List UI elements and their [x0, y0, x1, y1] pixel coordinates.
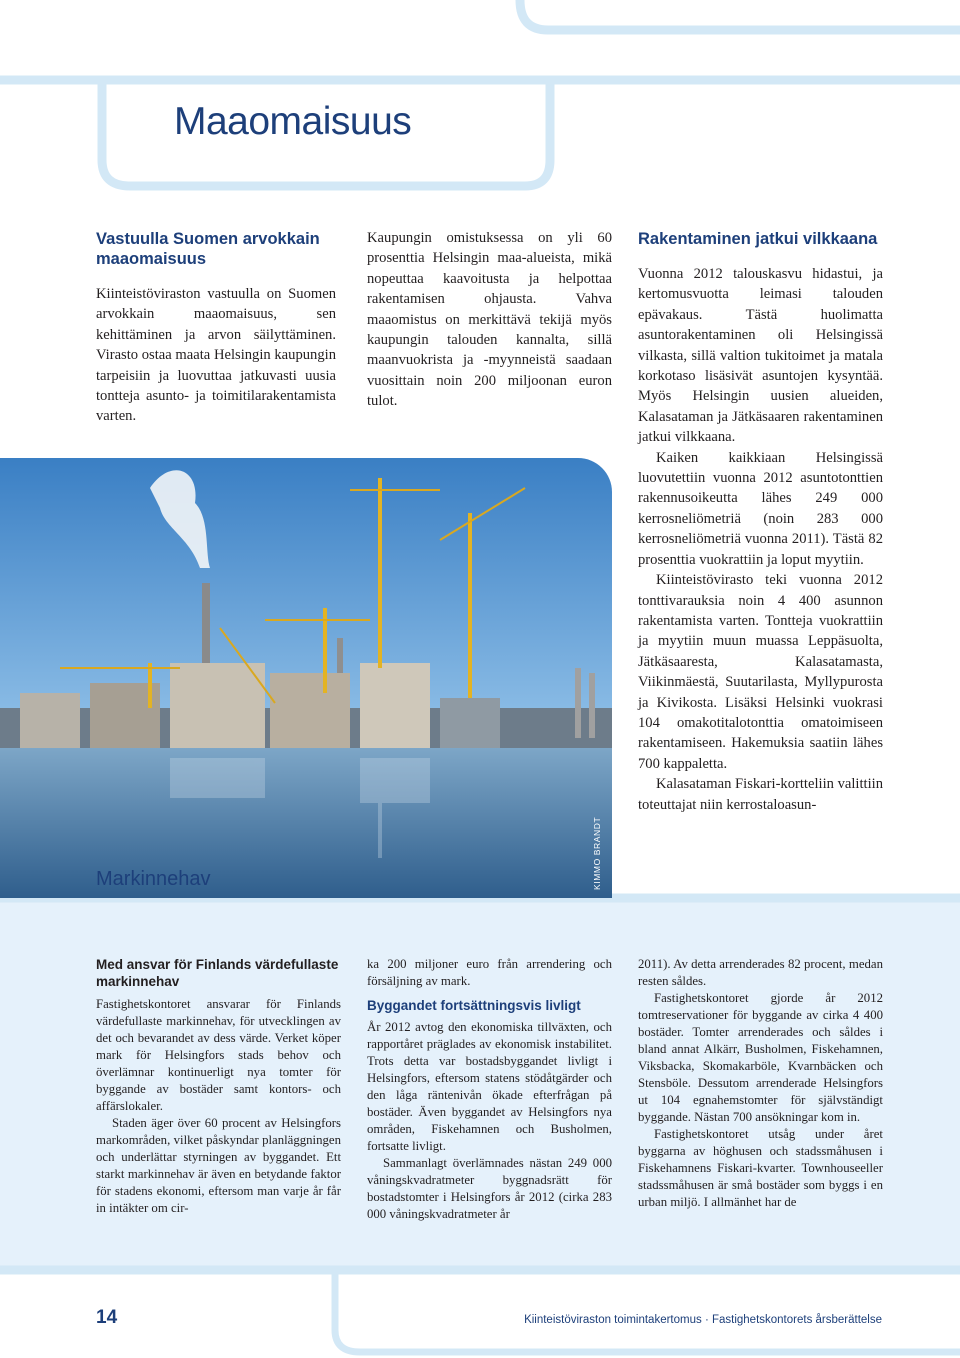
photo-credit: KIMMO BRANDT	[592, 816, 602, 890]
swedish-column-3	[638, 956, 883, 1211]
paragraph: Kiinteistövirasto teki vuonna 2012 tonttivarauksia noin 4 400 asunnon rakentamista varten. Tontteja vuokrattiin ja myytiin muun muassa Leppäsuolta, Jätkäsaaresta, Kalasatamasta, Viikinmäestä, Suutarilasta, Myllypurosta ja Kivikosta. Lisäksi Helsinki vuokrasi 104 omakotitalotonttia omatoimiseen rakentamiseen. Hakemuksia saatiin lähes 700 kappaletta.	[638, 572, 883, 772]
paragraph: Staden äger över 60 procent av Helsingfors markområden, vilket påskyndar planläggningen och underlättar styrningen av byggandet. Ett starkt markinnehav är även en betydande faktor för stadens ekonomi, eftersom man varje år får in intäkter om cir-	[96, 1116, 341, 1215]
column-1	[96, 229, 336, 427]
footer-publication: Kiinteistöviraston toimintakertomus · Fastighetskontorets årsberättelse	[524, 1314, 882, 1326]
section-title-swedish: Markinnehav	[96, 868, 211, 890]
swedish-column-2	[367, 956, 612, 1223]
paragraph: Vuonna 2012 talouskasvu hidastui, ja kertomusvuotta leimasi talouden epävakaus. Tästä huolimatta asuntorakentaminen oli Helsingissä vilkasta, sillä valtion tukitoimet ja matala korkotaso lisäsivät asuntojen kysyntää. Myös Helsingin uusien alueiden, Kalasataman ja Jätkäsaaren rakentaminen jatkui vilkkaana.	[638, 266, 883, 446]
paragraph: Fastighetskontoret ansvarar för Finlands värdefullaste markinnehav, för utvecklingen av det och bevarandet av dess värde. Verket köper mark för Helsingfors stads behov och överlämnar kontinuerligt nya tomter för byggande av bostäder samt kontors- och affärslokaler.	[96, 997, 341, 1113]
construction-photo	[0, 458, 612, 898]
paragraph: Fastighetskontoret gjorde år 2012 tomtreservationer för byggande av cirka 4 400 bostäder. Tomter arrenderades och såldes i bland annat Alkärr, Busholmen, Fiskehamnen, Viksbacka, Skomakarböle, Kvarnbäcken och Stensböle. Dessutom arrenderade Helsingfors ut 104 egnahemstomter för självständigt byggande. Nästan 700 ansökningar kom in.	[638, 991, 883, 1124]
paragraph: År 2012 avtog den ekonomiska tillväxten, och rapportåret präglades av ekonomisk instabilitet. Trots detta var bostadsbyggandet livligt i Helsingfors, eftersom statens stödåtgärder och den låga räntenivån ökade efterfrågan på bostäder. Även byggandet av Helsingfors nya områden, Fiskehamnen och Busholmen, fortsatte livligt.	[367, 1020, 612, 1153]
page-number: 14	[96, 1307, 118, 1328]
paragraph: Sammanlagt överlämnades nästan 249 000 våningskvadratmeter byggnadsrätt för bostadstomter i Helsingfors år 2012 (cirka 283 000 våningskvadratmeter år	[367, 1156, 612, 1221]
section-heading: Rakentaminen jatkui vilkkaana	[638, 230, 878, 248]
paragraph: Kalasataman Fiskari-kortteliin valittiin toteuttajat niin kerrostaloasun-	[638, 776, 883, 813]
paragraph: ka 200 miljoner euro från arrendering och försäljning av mark.	[367, 957, 612, 988]
swedish-column-1	[96, 956, 341, 1217]
paragraph: 2011). Av detta arrenderades 82 procent, medan resten såldes.	[638, 957, 883, 988]
section-heading: Byggandet fortsättningsvis livligt	[367, 998, 581, 1013]
paragraph: Kiinteistöviraston vastuulla on Suomen arvokkain maaomaisuus, sen kehittäminen ja arvon säilyttäminen. Virasto ostaa maata Helsingin kaupungin tarpeisiin ja luovuttaa jatkuvasti uusia tontteja asunto- ja toimitilarakentamista varten.	[96, 286, 336, 425]
photo-illustration	[0, 458, 612, 898]
column-2	[367, 228, 612, 412]
paragraph: Kaiken kaikkiaan Helsingissä luovutettiin vuonna 2012 asuntotonttien rakennusoikeutta lähes 249 000 kerrosneliömetriä (noin 283 000 kerrosneliömetriä vuonna 2011). Tästä 82 prosenttia vuokrattiin ja loput myytiin.	[638, 449, 883, 568]
page-title: Maaomaisuus	[174, 100, 412, 143]
paragraph: Kaupungin omistuksessa on yli 60 prosenttia Helsingin maa-alueista, mikä nopeuttaa kaavoitusta ja helpottaa rakentamisen ohjausta. Vahva maaomistus on merkittävä tekijä myös kaupungin talouden kannalta, sillä maanvuokrista ja -myynneistä saadaan vuosittain noin 200 miljoonan euron tulot.	[367, 230, 612, 410]
paragraph: Fastighetskontoret utsåg under året byggarna av höghusen och stadssmåhusen i Fiskehamnens Fiskari-kvarter. Townhouseeller stadssmåhusen är små bostäder som byggs i en urban miljö. I allmänhet har de	[638, 1127, 883, 1209]
column-3	[638, 229, 883, 815]
section-heading: Med ansvar för Finlands värdefullaste markinnehav	[96, 957, 339, 989]
section-heading: Vastuulla Suomen arvokkain maaomaisuus	[96, 230, 320, 268]
